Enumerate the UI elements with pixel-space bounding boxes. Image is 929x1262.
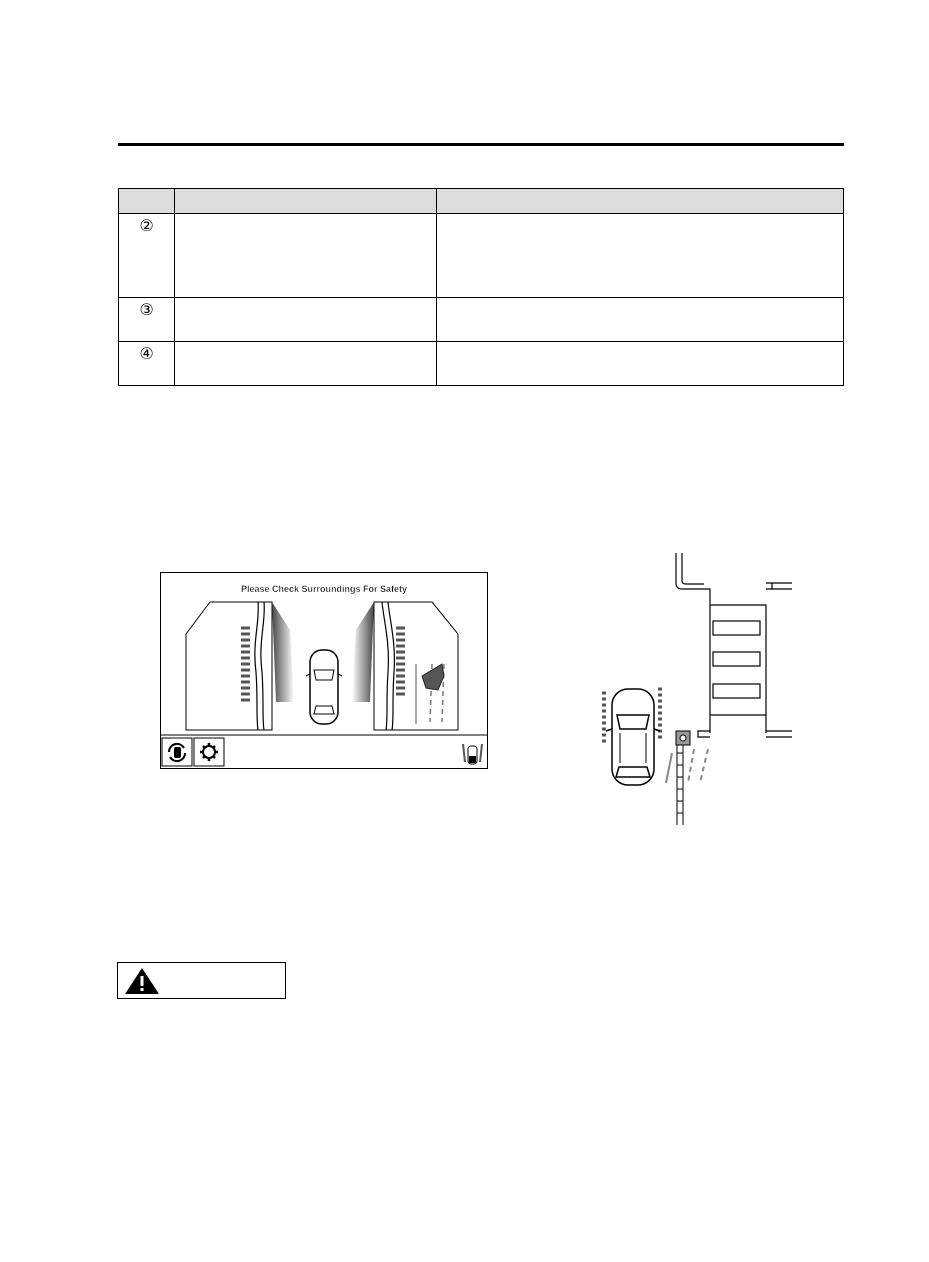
wall-structure [676,553,792,737]
settings-button[interactable] [194,738,224,766]
table-cell [175,298,437,342]
table-header-row [119,189,844,214]
caution-box [117,962,286,999]
table-cell [175,214,437,298]
camera-display-illustration [160,572,488,769]
curb-line [677,743,683,825]
table-row [119,342,844,386]
table-cell [437,214,844,298]
row-number: ② [139,216,154,235]
table-cell [175,342,437,386]
section-rule [118,143,844,146]
detection-guides [666,749,708,783]
display-banner: Please Check Surroundings For Safety [240,584,408,594]
table-row [119,214,844,298]
parking-scene-illustration [600,553,800,828]
header-cell [175,189,437,214]
table-row [119,298,844,342]
car-top-icon [306,650,342,724]
spec-table [118,188,844,386]
car-top-icon [606,689,660,785]
row-number: ④ [139,344,154,363]
header-cell [119,189,175,214]
row-number: ③ [139,300,154,319]
table-cell [437,298,844,342]
table-cell [437,342,844,386]
header-cell [437,189,844,214]
warning-triangle-icon [124,967,160,995]
camera-switch-button[interactable] [162,738,192,766]
obstacle-icon [676,731,690,745]
